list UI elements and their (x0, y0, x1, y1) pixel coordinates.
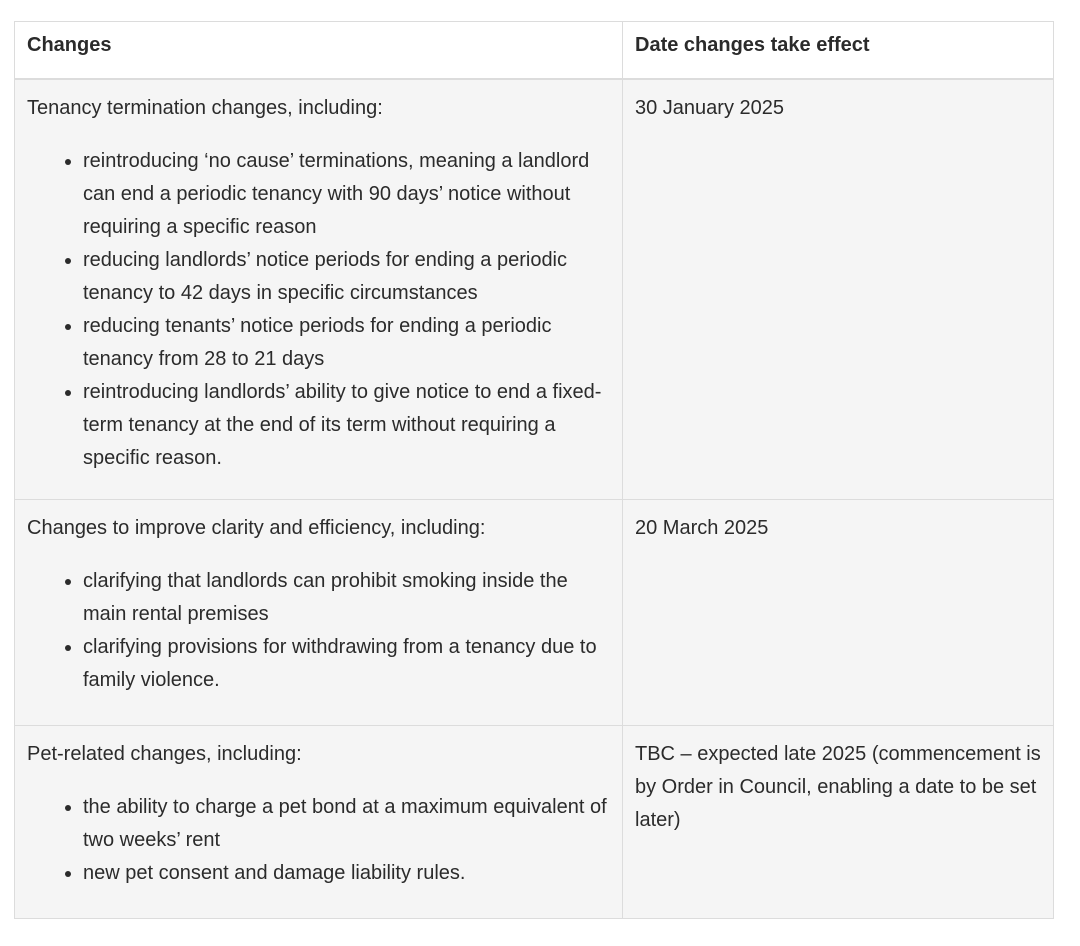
table-header-row (15, 22, 1054, 79)
list-item: reintroducing landlords’ ability to give notice to end a fixed-term tenancy at the end of its term without requiring a specific reason. (83, 376, 610, 475)
list-item: clarifying provisions for withdrawing from a tenancy due to family violence. (83, 631, 610, 697)
change-list (27, 791, 610, 890)
list-item: reducing tenants’ notice periods for ending a periodic tenancy from 28 to 21 days (83, 310, 610, 376)
row-intro: Changes to improve clarity and efficiency, including: (27, 517, 486, 539)
changes-cell (15, 79, 623, 500)
list-item: reintroducing ‘no cause’ terminations, meaning a landlord can end a periodic tenancy with 90 days’ notice without requiring a specific reason (83, 145, 610, 244)
list-item: reducing landlords’ notice periods for ending a periodic tenancy to 42 days in specific circumstances (83, 244, 610, 310)
date-cell (623, 79, 1054, 500)
changes-cell (15, 500, 623, 726)
table-row (15, 79, 1054, 500)
date-cell (623, 726, 1054, 919)
row-intro: Pet-related changes, including: (27, 743, 302, 765)
header-date: Date changes take effect (623, 22, 1054, 79)
changes-cell (15, 726, 623, 919)
list-item: the ability to charge a pet bond at a maximum equivalent of two weeks’ rent (83, 791, 610, 857)
change-list (27, 565, 610, 697)
row-intro: Tenancy termination changes, including: (27, 96, 383, 119)
effective-date: 30 January 2025 (635, 96, 785, 119)
effective-date: 20 March 2025 (635, 517, 769, 539)
effective-date: TBC – expected late 2025 (commencement is by Order in Council, enabling a date to be set later) (635, 743, 1041, 831)
list-item: new pet consent and damage liability rules. (83, 857, 610, 890)
header-changes: Changes (15, 22, 623, 79)
list-item: clarifying that landlords can prohibit smoking inside the main rental premises (83, 565, 610, 631)
table-row (15, 726, 1054, 919)
changes-table (14, 21, 1054, 919)
change-list (27, 145, 610, 475)
table-row (15, 500, 1054, 726)
date-cell (623, 500, 1054, 726)
